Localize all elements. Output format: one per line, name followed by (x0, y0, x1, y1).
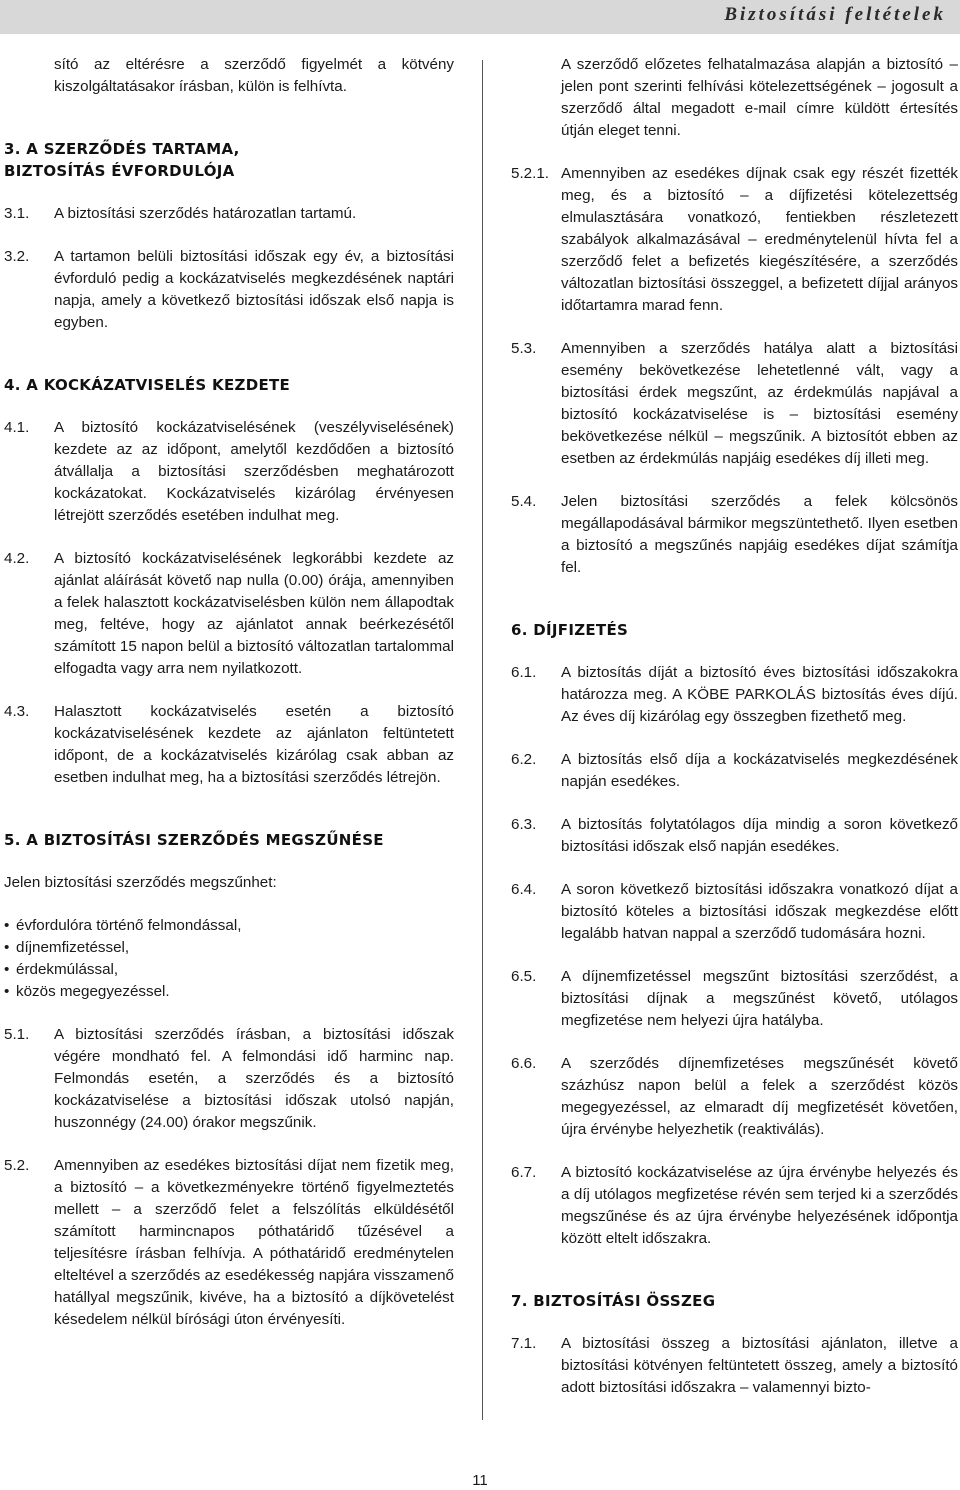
paragraph-6-7 (511, 1162, 958, 1250)
paragraph-text: A szerződés díjnemfizetéses megszűnését követő százhúsz napon belül a felek a szerződést közös megegyezéssel, az elmaradt díj megfizetését követően, újra érvénybe helyezhetik (reaktiválás). (561, 1055, 958, 1138)
paragraph-number: 6.4. (511, 881, 537, 898)
section-4-heading: 4. A KOCKÁZATVISELÉS KEZDETE (4, 376, 291, 394)
paragraph-text: A biztosítási szerződés írásban, a biztosítási időszak végére mondható fel. A felmondási idő harminc nap. Felmondás esetén, a szerződés és a biztosító kockázatviselése a biztosítási időszak utolsó napján, huszonnégy (24.00) órakor megszűnik. (54, 1026, 454, 1131)
paragraph-number: 4.3. (4, 703, 30, 720)
paragraph-text: Amennyiben az esedékes díjnak csak egy részét fizették meg, és a biztosító – a díjfizetési kötelezettség elmulasztására vonatkozó, fentiekben részletezett szabályok alkalmazásával – eredménytelenül hívta fel a szerződő felet a befizetés kiegészítésére, a szerződés változatlan biztosítási összeggel, a befizetett díjjal arányos időtartamra marad fenn. (561, 165, 958, 314)
paragraph-5-1 (4, 1024, 454, 1134)
paragraph-6-2 (511, 749, 958, 793)
paragraph-5-2 (4, 1155, 454, 1331)
continuation-paragraph (511, 54, 958, 142)
paragraph-text: Amennyiben az esedékes biztosítási díjat nem fizetik meg, a biztosító – a következményekre történő figyelmeztetés mellett – a szerződő felet a felszólítás elküldésétől számított harmincnapos póthatáridő tűzésével a teljesítésre írásban felhívja. A póthatáridő eredménytelen elteltével a szerződés az esedékesség napjára visszamenő hatállyal megszűnik, kivéve, ha a biztosító a díjkövetelést késedelem nélkül bírósági úton érvényesíti. (54, 1157, 454, 1328)
paragraph-number: 5.1. (4, 1026, 30, 1043)
paragraph-6-3 (511, 814, 958, 858)
list-item: • közös megegyezéssel. (4, 981, 454, 1003)
paragraph-4-3 (4, 701, 454, 789)
paragraph-number: 7.1. (511, 1335, 537, 1352)
paragraph-6-4 (511, 879, 958, 945)
paragraph-text: A biztosító kockázatviselésének legkorábbi kezdete az ajánlat aláírását követő nap nulla (0.00) órája, amennyiben a felek halasztott kockázatviselésben külön nem állapodtak meg, feltéve, hogy az ajánlatot annak beérkezésétől számított 15 napon belül a biztosító változatlan tartalommal elfogadta vagy arra nem nyilatkozott. (54, 550, 454, 677)
page-number: 11 (472, 1472, 488, 1489)
list-item: • díjnemfizetéssel, (4, 937, 454, 959)
paragraph-number: 6.5. (511, 968, 537, 985)
header-title: Biztosítási feltételek (724, 4, 946, 25)
paragraph-number: 4.1. (4, 419, 30, 436)
paragraph-number: 6.3. (511, 816, 537, 833)
paragraph-number: 5.2. (4, 1157, 30, 1174)
paragraph-7-1 (511, 1333, 958, 1399)
list-item: • érdekmúlással, (4, 959, 454, 981)
paragraph-text: A biztosító kockázatviselése az újra érvénybe helyezés és a díj utólagos megfizetése révén sem terjed ki a szerződés megszűnése és az újra érvénybe helyezésének időpontja között eltelt időszakra. (561, 1164, 958, 1247)
intro-text: sító az eltérésre a szerződő figyelmét a kötvény kiszolgáltatásakor írásban, külön is felhívta. (54, 56, 454, 95)
paragraph-number: 5.4. (511, 493, 537, 510)
paragraph-4-2 (4, 548, 454, 680)
paragraph-3-1 (4, 203, 454, 225)
paragraph-text: A tartamon belüli biztosítási időszak egy év, a biztosítási évforduló pedig a kockázatviselés megkezdésének naptári napja, amely a következő biztosítási időszak első napja is egyben. (54, 248, 454, 331)
paragraph-text: A szerződő előzetes felhatalmazása alapján a biztosító – jelen pont szerinti felhívási kötelezettségének – jogosult a szerződő által megadott e-mail címre küldött értesítés útján eleget tenni. (561, 56, 958, 139)
paragraph-text: A díjnemfizetéssel megszűnt biztosítási szerződést, a biztosítási díjnak a megszűnést követő, utólagos megfizetése nem helyezi újra hatályba. (561, 968, 958, 1029)
paragraph-6-5 (511, 966, 958, 1032)
paragraph-text: Jelen biztosítási szerződés a felek kölcsönös megállapodásával bármikor megszüntethető. Ilyen esetben a biztosító a megszűnés napjáig esedékes díjat számítja fel. (561, 493, 958, 576)
paragraph-text: A biztosítási szerződés határozatlan tartamú. (54, 205, 357, 222)
paragraph-number: 4.2. (4, 550, 30, 567)
termination-list (4, 915, 454, 1003)
paragraph-6-6 (511, 1053, 958, 1141)
paragraph-number: 3.1. (4, 205, 30, 222)
paragraph-text: A soron következő biztosítási időszakra vonatkozó díjat a biztosító köteles a biztosítási időszak megkezdése előtt legalább hatvan nappal a szerződő tudomására hozni. (561, 881, 958, 942)
paragraph-6-1 (511, 662, 958, 728)
section-5-heading: 5. A BIZTOSÍTÁSI SZERZŐDÉS MEGSZŰNÉSE (4, 831, 384, 849)
paragraph-text: Amennyiben a szerződés hatálya alatt a biztosítási esemény bekövetkezése lehetetlenné vált, vagy a biztosítási érdek megszűnt, az érdekmúlás napjával a biztosító kockázatviselése is – biztosítási esemény bekövetkezése nélkül – megszűnik. A biztosítót ebben az esetben az érdekmúlás napjáig esedékes díj illeti meg. (561, 340, 958, 467)
section-6-heading: 6. DÍJFIZETÉS (511, 621, 629, 639)
paragraph-number: 6.2. (511, 751, 537, 768)
paragraph-text: A biztosítás folytatólagos díja mindig a soron következő biztosítási időszak első napján esedékes. (561, 816, 958, 855)
paragraph-text: A biztosítás díját a biztosító éves biztosítási időszakokra határozza meg. A KÖBE PARKOLÁS biztosítás éves díjú. Az éves díj kizárólag egy összegben fizethető meg. (561, 664, 958, 725)
right-column (511, 54, 958, 1399)
paragraph-number: 5.3. (511, 340, 537, 357)
column-divider (482, 60, 483, 1420)
paragraph-number: 3.2. (4, 248, 30, 265)
paragraph-text: A biztosítás első díja a kockázatviselés megkezdésének napján esedékes. (561, 751, 958, 790)
paragraph-number: 6.6. (511, 1055, 537, 1072)
paragraph-number: 6.7. (511, 1164, 537, 1181)
intro-paragraph (4, 54, 454, 98)
paragraph-5-4 (511, 491, 958, 579)
paragraph-5-3 (511, 338, 958, 470)
paragraph-5-2-1 (511, 163, 958, 317)
paragraph-4-1 (4, 417, 454, 527)
left-column (4, 54, 454, 1331)
section-5-intro: Jelen biztosítási szerződés megszűnhet: (4, 874, 277, 891)
page-header-bar (0, 0, 960, 34)
paragraph-number: 6.1. (511, 664, 537, 681)
paragraph-text: A biztosítási összeg a biztosítási ajánlaton, illetve a biztosítási kötvényen feltüntetett összeg, amely a biztosító adott biztosítási időszakra – valamennyi bizto- (561, 1335, 958, 1396)
paragraph-text: A biztosító kockázatviselésének (veszélyviselésének) kezdete az az időpont, amelytől kezdődően a biztosító átvállalja a biztosítási szerződésben meghatározott kockázatokat. Kockázatviselés kizárólag érvényesen létrejött szerződés esetében indulhat meg. (54, 419, 454, 524)
section-3-heading: 3. A SZERZŐDÉS TARTAMA, BIZTOSÍTÁS ÉVFORDULÓJA (4, 140, 240, 180)
paragraph-text: Halasztott kockázatviselés esetén a biztosító kockázatviselésének kezdete az ajánlaton feltüntetett időpont, de a kockázatviselés kizárólag csak abban az esetben indulhat meg, ha a biztosítási szerződés létrejön. (54, 703, 454, 786)
list-item: • évfordulóra történő felmondással, (4, 915, 454, 937)
section-7-heading: 7. BIZTOSÍTÁSI ÖSSZEG (511, 1292, 716, 1310)
paragraph-3-2 (4, 246, 454, 334)
paragraph-number: 5.2.1. (511, 165, 549, 182)
